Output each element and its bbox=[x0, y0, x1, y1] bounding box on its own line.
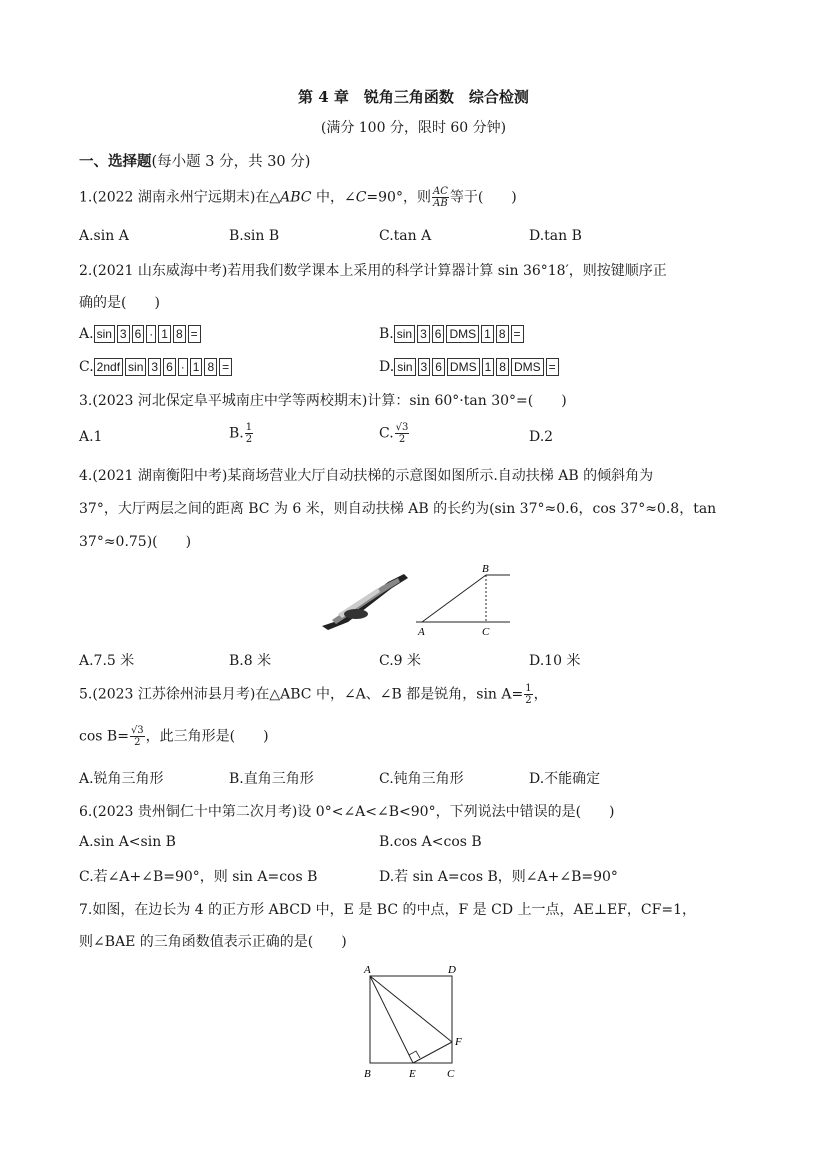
q5-option-b: B.直角三角形 bbox=[229, 771, 314, 787]
question-4-line-2: 37°，大厅两层之间的距离 BC 为 6 米，则自动扶梯 AB 的长约为(sin 37°≈0.6，cos 37°≈0.8，tan bbox=[79, 501, 717, 517]
calc-key: 1 bbox=[158, 325, 171, 343]
calc-key: = bbox=[188, 325, 201, 343]
question-2-line-1: 2.(2021 山东威海中考)若用我们数学课本上采用的科学计算器计算 sin 36°18′，则按键顺序正 bbox=[79, 263, 667, 279]
calc-key: 6 bbox=[132, 325, 145, 343]
q2-option-c: C. 2ndf sin 3 6 · 1 8 = bbox=[79, 358, 234, 376]
q3-option-a: A.1 bbox=[79, 429, 103, 445]
q6-option-c: C.若∠A+∠B=90°，则 sin A=cos B bbox=[79, 869, 318, 885]
section-heading bbox=[79, 150, 310, 171]
calc-key: 2ndf bbox=[94, 358, 123, 376]
calc-key: · bbox=[146, 325, 156, 343]
q5-option-d: D.不能确定 bbox=[529, 771, 601, 787]
q4-option-b: B.8 米 bbox=[229, 653, 272, 669]
q3-option-c: C. $\frac{√3}{2}$ bbox=[379, 422, 409, 445]
square-diagram bbox=[358, 960, 470, 1084]
q1-option-a: A.sin A bbox=[79, 228, 129, 244]
q3-option-b: B. $\frac{1}{2}$ bbox=[229, 422, 253, 445]
q3-option-d: D.2 bbox=[529, 429, 554, 445]
calc-key: sin bbox=[394, 325, 415, 343]
calc-key: 3 bbox=[117, 325, 130, 343]
q1-option-d: D.tan B bbox=[529, 228, 582, 244]
question-4-line-1: 4.(2021 湖南衡阳中考)某商场营业大厅自动扶梯的示意图如图所示.自动扶梯 AB 的倾斜角为 bbox=[79, 468, 654, 484]
escalator-diagram bbox=[408, 560, 518, 640]
question-3: 3.(2023 河北保定阜平城南庄中学等两校期末)计算：sin 60°·tan 30°=( ) bbox=[79, 393, 567, 409]
q6-option-d: D.若 sin A=cos B，则∠A+∠B=90° bbox=[379, 869, 618, 885]
calc-key: 3 bbox=[148, 358, 161, 376]
point-label-d: D bbox=[448, 964, 456, 976]
calc-key: DMS bbox=[511, 358, 544, 376]
calc-key: DMS bbox=[447, 358, 480, 376]
calc-key: 1 bbox=[190, 358, 203, 376]
page-subtitle: (满分 100 分，限时 60 分钟) bbox=[320, 120, 507, 136]
section-note: (每小题 3 分，共 30 分) bbox=[151, 154, 311, 170]
q6-option-b: B.cos A<cos B bbox=[379, 834, 482, 850]
fraction: $\frac{AC}{AB}$ bbox=[432, 186, 448, 209]
calc-key: sin bbox=[394, 358, 415, 376]
calc-key: sin bbox=[94, 325, 115, 343]
calc-key: 8 bbox=[173, 325, 186, 343]
q4-option-a: A.7.5 米 bbox=[79, 653, 135, 669]
calc-key: 3 bbox=[417, 325, 430, 343]
calc-key: 1 bbox=[482, 358, 495, 376]
point-label-f: F bbox=[455, 1036, 462, 1048]
calc-key: 8 bbox=[496, 358, 509, 376]
q1-option-b: B.sin B bbox=[229, 228, 280, 244]
calc-key: 6 bbox=[432, 325, 445, 343]
calc-key: sin bbox=[125, 358, 146, 376]
point-label-b: B bbox=[364, 1068, 371, 1080]
q1-option-c: C.tan A bbox=[379, 228, 432, 244]
calc-key: 8 bbox=[204, 358, 217, 376]
question-6: 6.(2023 贵州铜仁十中第二次月考)设 0°<∠A<∠B<90°，下列说法中错误的是( ) bbox=[79, 804, 615, 820]
calc-key: = bbox=[511, 325, 524, 343]
question-2-line-2: 确的是( ) bbox=[79, 295, 160, 311]
q4-option-c: C.9 米 bbox=[379, 653, 422, 669]
q2-option-a: A. sin 3 6 · 1 8 = bbox=[79, 325, 203, 343]
calc-key: = bbox=[546, 358, 559, 376]
q2-option-d: D. sin 3 6 DMS 1 8 DMS = bbox=[379, 358, 561, 376]
calc-key: 3 bbox=[418, 358, 431, 376]
q5-option-c: C.钝角三角形 bbox=[379, 771, 464, 787]
calc-key: = bbox=[219, 358, 232, 376]
calc-key: DMS bbox=[446, 325, 479, 343]
calc-key: · bbox=[178, 358, 188, 376]
section-label: 一、选择题 bbox=[79, 153, 152, 170]
q6-option-a: A.sin A<sin B bbox=[79, 834, 176, 850]
point-label-a: A bbox=[418, 626, 425, 638]
question-4-line-3: 37°≈0.75)( ) bbox=[79, 534, 192, 550]
question-1: 1.(2022 湖南永州宁远期末)在△ABC 中，∠C=90°，则 $\frac{AC}{AB}$ 等于( ) bbox=[79, 186, 517, 209]
q4-option-d: D.10 米 bbox=[529, 653, 581, 669]
question-7-line-2: 则∠BAE 的三角函数值表示正确的是( ) bbox=[79, 934, 347, 950]
calc-key: 6 bbox=[432, 358, 445, 376]
point-label-e: E bbox=[409, 1068, 416, 1080]
q2-option-b: B. sin 3 6 DMS 1 8 = bbox=[379, 325, 526, 343]
question-5-line-2: cos B= $\frac{√3}{2}$ ，此三角形是( ) bbox=[79, 725, 269, 748]
calc-key: 6 bbox=[163, 358, 176, 376]
point-label-b: B bbox=[482, 563, 489, 575]
q5-option-a: A.锐角三角形 bbox=[79, 771, 164, 787]
question-5-line-1: 5.(2023 江苏徐州沛县月考)在△ABC 中，∠A、∠B 都是锐角，sin A= $\frac{1}{2}$ ， bbox=[79, 683, 548, 706]
question-7-line-1: 7.如图，在边长为 4 的正方形 ABCD 中，E 是 BC 的中点，F 是 CD 上一点，AE⊥EF，CF=1， bbox=[79, 902, 696, 918]
calc-key: 1 bbox=[481, 325, 494, 343]
point-label-c: C bbox=[482, 626, 490, 638]
escalator-photo bbox=[318, 570, 410, 632]
point-label-c: C bbox=[447, 1068, 455, 1080]
page-title: 第 4 章 锐角三角函数 综合检测 bbox=[298, 88, 529, 106]
point-label-a: A bbox=[364, 964, 371, 976]
calc-key: 8 bbox=[496, 325, 509, 343]
